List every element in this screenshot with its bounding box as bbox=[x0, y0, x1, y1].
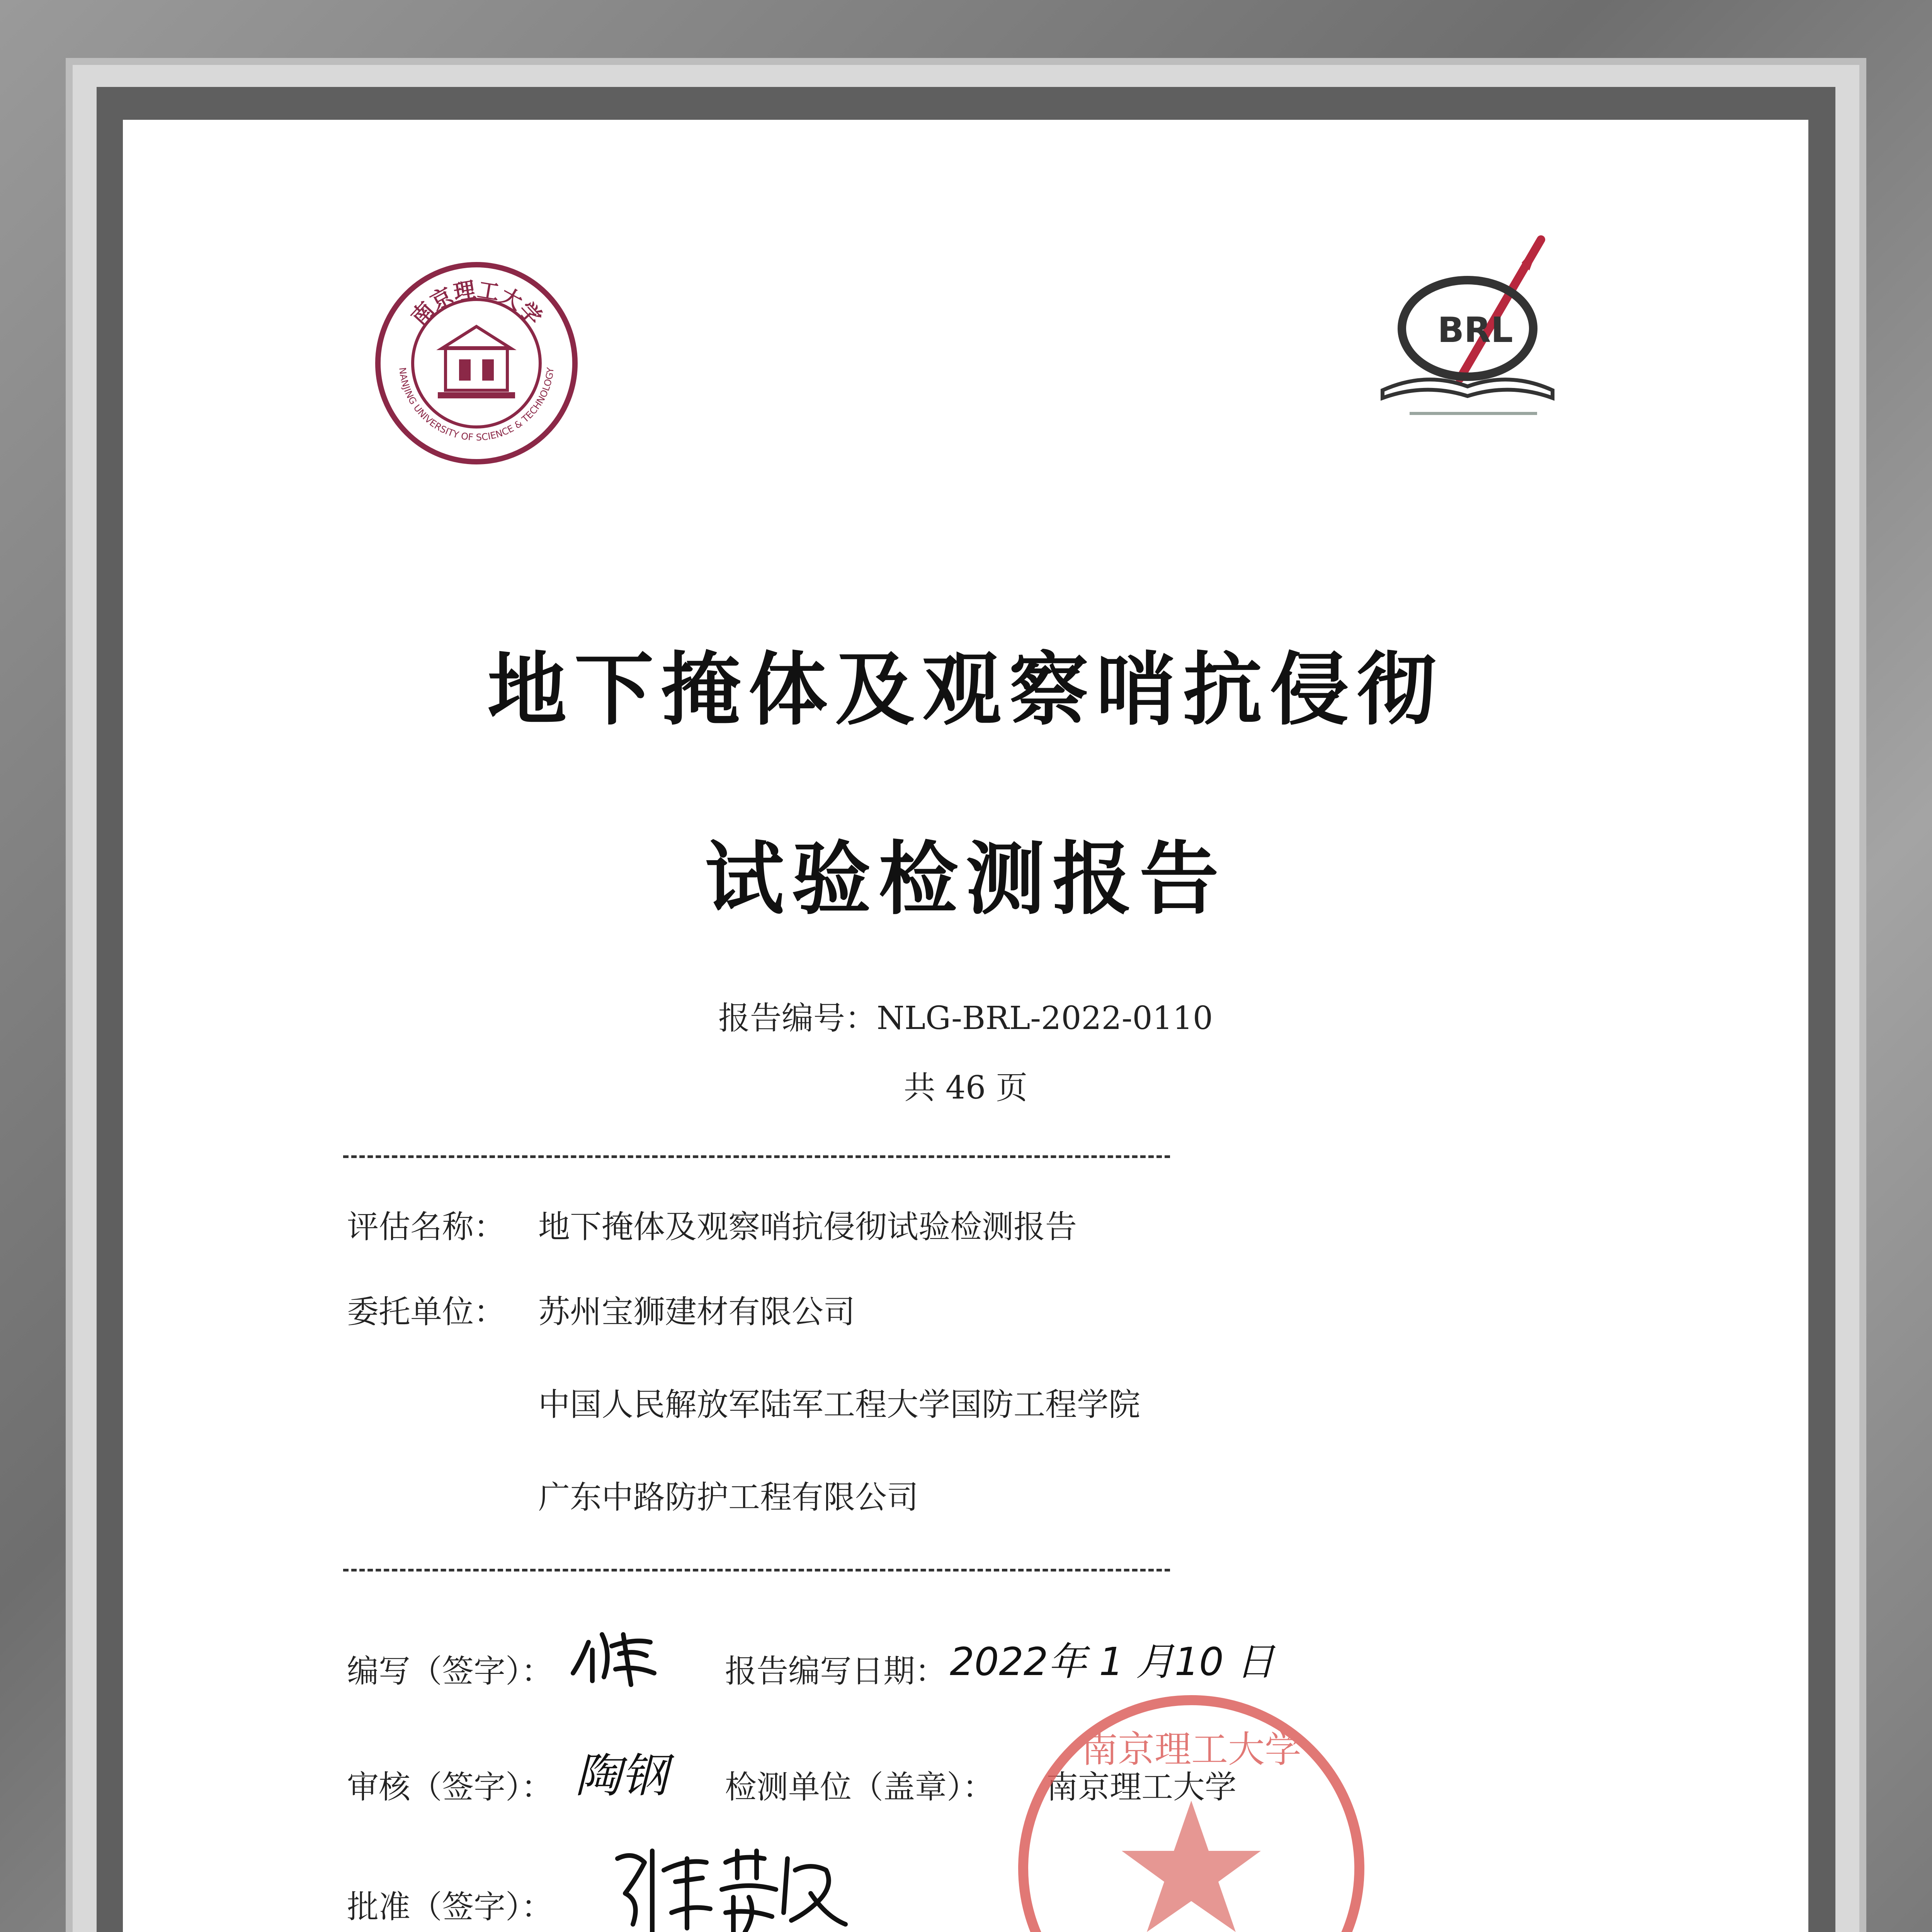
eval-name-value: 地下掩体及观察哨抗侵彻试验检测报告 bbox=[538, 1209, 1077, 1245]
report-number-value: NLG-BRL-2022-0110 bbox=[876, 1000, 1213, 1037]
title-line-2: 试验检测报告 bbox=[705, 833, 1226, 925]
svg-text:南京理工大学 bbox=[406, 277, 547, 330]
compile-signature bbox=[565, 1619, 662, 1696]
page-count: 共 46 页 bbox=[903, 1070, 1028, 1106]
eval-name-label: 评估名称： bbox=[347, 1209, 506, 1245]
divider-2 bbox=[343, 1569, 1170, 1571]
certificate-page bbox=[123, 120, 1808, 1932]
test-unit-label: 检测单位（盖章）： bbox=[725, 1769, 995, 1806]
svg-text:NANJING UNIVERSITY OF SCIENCE bbox=[397, 367, 556, 443]
seal-text: 南京理工大学 bbox=[1081, 1728, 1302, 1771]
logo-left-ring-text: NANJING UNIVERSITY OF SCIENCE & TECHNOLOGY bbox=[397, 367, 556, 443]
client-3: 广东中路防护工程有限公司 bbox=[538, 1479, 919, 1516]
official-seal bbox=[1008, 1685, 1375, 1932]
client-2: 中国人民解放军陆军工程大学国防工程学院 bbox=[538, 1386, 1141, 1423]
approve-signature bbox=[610, 1835, 857, 1932]
review-label: 审核（签字）： bbox=[347, 1769, 553, 1806]
seal-star-icon bbox=[1122, 1801, 1261, 1932]
report-number-label: 报告编号： bbox=[718, 1000, 877, 1037]
logo-right-text: BRL bbox=[1437, 310, 1513, 350]
approve-label: 批准（签字）： bbox=[347, 1889, 553, 1925]
review-signature: 陶钢 bbox=[575, 1749, 668, 1803]
university-logo bbox=[372, 259, 581, 468]
title-line-1: 地下掩体及观察哨抗侵彻 bbox=[487, 644, 1444, 736]
logo-left-text: 南京理工大学 bbox=[406, 277, 547, 330]
brl-logo bbox=[1359, 232, 1576, 448]
divider-1 bbox=[343, 1155, 1170, 1158]
test-unit-value: 南京理工大学 bbox=[1046, 1769, 1237, 1806]
client-label: 委托单位： bbox=[347, 1294, 506, 1330]
client-1: 苏州宝狮建材有限公司 bbox=[538, 1294, 855, 1330]
compile-label: 编写（签字）： bbox=[347, 1653, 553, 1690]
compile-date-label: 报告编写日期： bbox=[725, 1653, 947, 1690]
report-number-line bbox=[123, 993, 1808, 1038]
compile-date-handwritten: 2022年 1 月10 日 bbox=[950, 1639, 1275, 1684]
